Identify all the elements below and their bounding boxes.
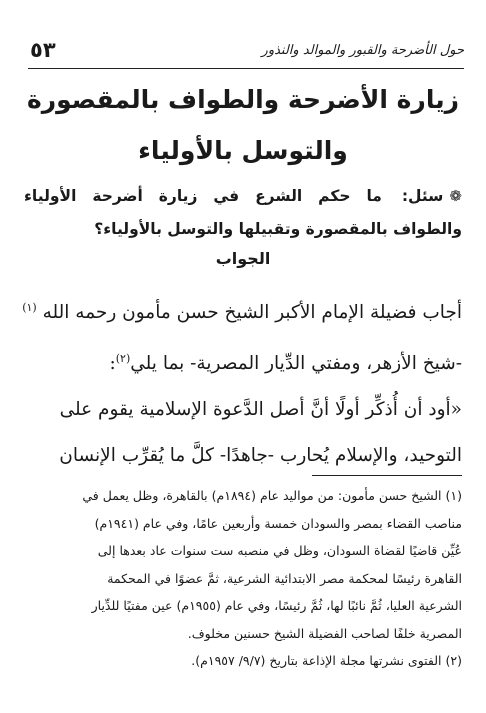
body-line: «أود أن أُذكِّر أولًا أنَّ أصل الدَّعوة الإسلامية يقوم على: [59, 399, 462, 421]
question-paragraph: [24, 180, 462, 246]
question-text: ما حكم الشرع في زيارة أضرحة الأولياء والطواف بالمقصورة وتقبيلها والتوسل بالأولياء؟: [24, 187, 462, 238]
footnote-line: القاهرة رئيسًا لمحكمة مصر الابتدائية الشرعية، ثمَّ عضوًا في المحكمة: [107, 570, 462, 586]
chapter-title-line1: زيارة الأضرحة والطواف بالمقصورة: [26, 85, 459, 114]
flower-ornament-icon: ❁: [449, 187, 462, 205]
footnote-ref-1[interactable]: (١): [22, 301, 37, 314]
footnote-line: الشرعية العليا، ثُمَّ نائبًا لها، ثُمَّ رئيسًا، وفي عام (١٩٥٥م) عين مفتيًا للدِّيار: [91, 598, 462, 613]
footnote-line: عُيِّن قاضيًا لقضاة السودان، وظل في منصبه ست سنوات عاد بعدها إلى: [97, 543, 462, 558]
chapter-title-line2: والتوسل بالأولياء: [138, 136, 348, 165]
answer-body: [22, 285, 462, 479]
footnote-ref-2[interactable]: (٢): [115, 352, 131, 366]
body-line: التوحيد، والإسلام يُحارب -جاهدًا- كلَّ ما يُقرِّب الإنسان: [59, 445, 462, 467]
question-label: سئل:: [401, 187, 444, 205]
answer-heading: الجواب: [215, 249, 271, 268]
body-line: [22, 336, 462, 387]
footnote-line: مناصب القضاء بمصر والسودان خمسة وأربعين عامًا، وفي عام (١٩٤١م): [94, 515, 462, 531]
footnote-line: المصرية خلفًا لصاحب الفضيلة الشيخ حسنين مخلوف.: [187, 625, 462, 641]
footnote-line: (٢) الفتوى نشرتها مجلة الإذاعة بتاريخ (٩/٧/ ١٩٥٧م).: [191, 653, 462, 668]
body-line2-end: :: [109, 353, 116, 375]
body-line2-text: -شيخ الأزهر، ومفتي الدِّيار المصرية- بما يلي: [130, 353, 462, 375]
page-number: ٥٣: [30, 38, 56, 62]
running-head-title: حول الأضرحة والقبور والموالد والنذور: [261, 43, 464, 58]
footnotes: [24, 482, 462, 675]
running-head: [28, 40, 464, 69]
body-line1-text: أجاب فضيلة الإمام الأكبر الشيخ حسن مأمون رحمه الله: [42, 302, 462, 324]
body-line: [22, 285, 462, 336]
footnote-divider: [312, 475, 462, 476]
footnote-line: (١) الشيخ حسن مأمون: من مواليد عام (١٨٩٤م) بالقاهرة، وظل يعمل في: [82, 488, 462, 503]
